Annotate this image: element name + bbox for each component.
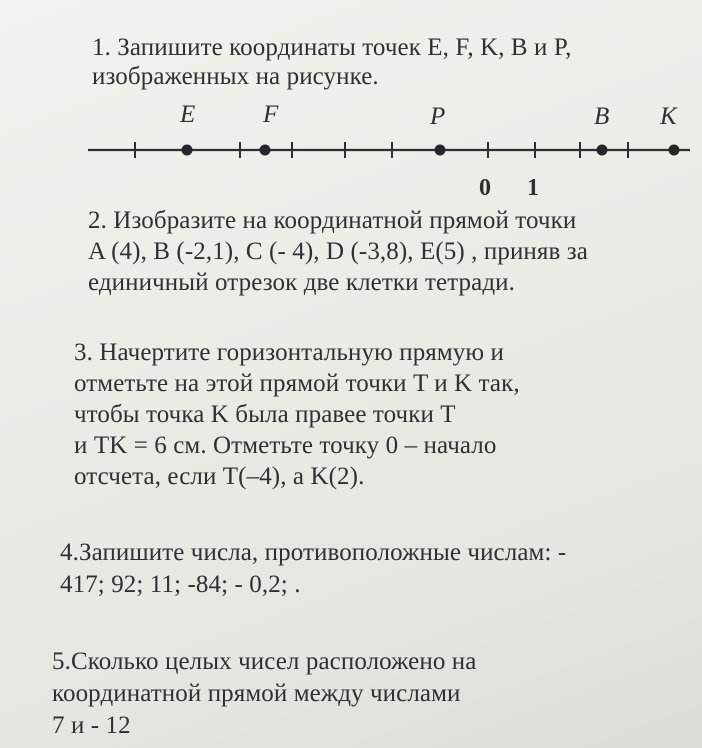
task3-line2: отметьте на этой прямой точки T и K так, [74,370,520,397]
point-b-label: B [594,103,610,130]
task5-line3: 7 и - 12 [52,712,131,739]
point-f-dot [260,145,271,156]
task2-line2: A (4), B (-2,1), C (- 4), D (-3,8), E(5) , приняв за [88,238,588,265]
number-line [0,92,702,202]
task5-line1: 5.Сколько целых чисел расположено на [52,648,477,675]
point-e-dot [182,145,193,156]
point-k-dot [669,145,680,156]
task3-line5: отсчета, если T(–4), а K(2). [74,463,365,490]
tick-label-one: 1 [527,175,539,201]
task2-line3: единичный отрезок две клетки тетради. [88,269,515,296]
point-e-label: E [180,101,196,128]
tick-label-zero: 0 [479,175,491,201]
point-k-label: K [660,103,677,130]
task2-line1: 2. Изобразите на координатной прямой точки [88,207,577,234]
task1-line2: изображенных на рисунке. [92,63,379,90]
point-f-label: F [263,101,279,128]
task3-line1: 3. Начертите горизонтальную прямую и [74,339,505,366]
task4-line1: 4.Запишите числа, противоположные числам: - [60,539,567,566]
point-p-dot [435,145,446,156]
task3-line3: чтобы точка K была правее точки T [74,401,456,428]
point-p-label: P [430,103,446,130]
point-b-dot [597,145,608,156]
task3-line4: и TK = 6 см. Отметьте точку 0 – начало [74,432,497,459]
task1-line1: 1. Запишите координаты точек E, F, K, B и P, [92,34,572,61]
task5-line2: координатной прямой между числами [52,680,461,707]
task4-line2: 417; 92; 11; -84; - 0,2; . [60,571,301,598]
